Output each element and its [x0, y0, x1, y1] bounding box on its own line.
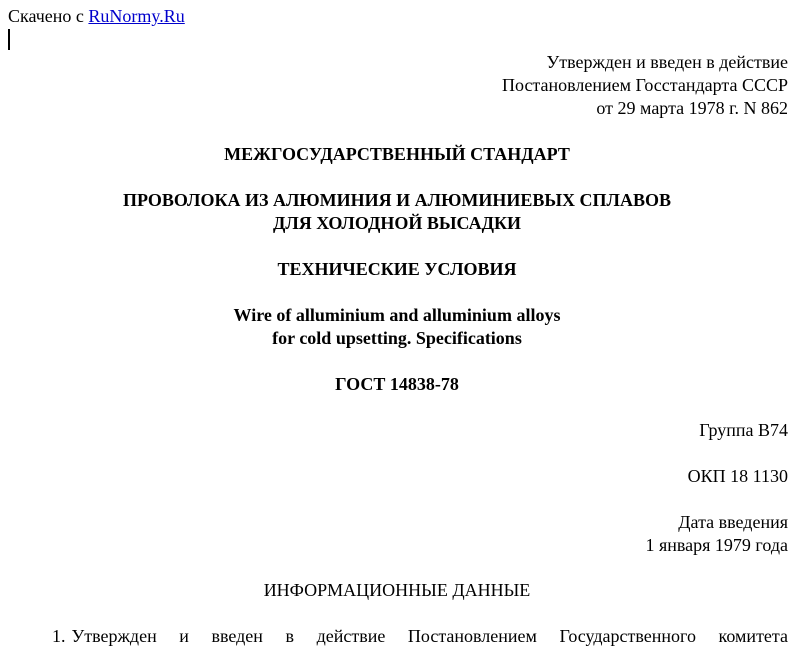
info-heading: ИНФОРМАЦИОННЫЕ ДАННЫЕ [263, 580, 531, 600]
approval-line-3: от 29 марта 1978 г. N 862 [596, 98, 788, 118]
title-en [0, 304, 794, 350]
title-ru [0, 189, 794, 235]
subtitle-ru [0, 258, 794, 281]
standard-type-text: МЕЖГОСУДАРСТВЕННЫЙ СТАНДАРТ [224, 144, 570, 164]
approval-line-2: Постановлением Госстандарта СССР [502, 75, 788, 95]
source-link[interactable]: RuNormy.Ru [88, 6, 185, 26]
intro-date-label: Дата введения [678, 512, 788, 532]
subtitle-ru-text: ТЕХНИЧЕСКИЕ УСЛОВИЯ [277, 259, 517, 279]
intro-date-value: 1 января 1979 года [645, 535, 788, 555]
source-line [8, 6, 185, 27]
approval-block [502, 51, 788, 120]
paragraph-1-number: 1. [52, 626, 66, 646]
approval-line-1: Утвержден и введен в действие [546, 52, 788, 72]
standard-type [0, 143, 794, 166]
okp-code: ОКП 18 1130 [687, 466, 788, 486]
gost-number-text: ГОСТ 14838-78 [335, 374, 459, 394]
paragraph-1 [52, 625, 788, 648]
title-ru-line-1: ПРОВОЛОКА ИЗ АЛЮМИНИЯ И АЛЮМИНИЕВЫХ СПЛАВОВ [123, 190, 671, 210]
gost-number [0, 373, 794, 396]
text-cursor [8, 29, 10, 50]
intro-date [645, 511, 788, 557]
title-en-line-1: Wire of alluminium and alluminium alloys [233, 305, 561, 325]
title-en-line-2: for cold upsetting. Specifications [272, 328, 522, 348]
source-prefix: Скачено с [8, 6, 89, 26]
paragraph-1-text: Утвержден и введен в действие Постановлением Государственного комитета [71, 626, 788, 646]
title-ru-line-2: ДЛЯ ХОЛОДНОЙ ВЫСАДКИ [272, 213, 522, 233]
group-code: Группа В74 [699, 420, 788, 440]
